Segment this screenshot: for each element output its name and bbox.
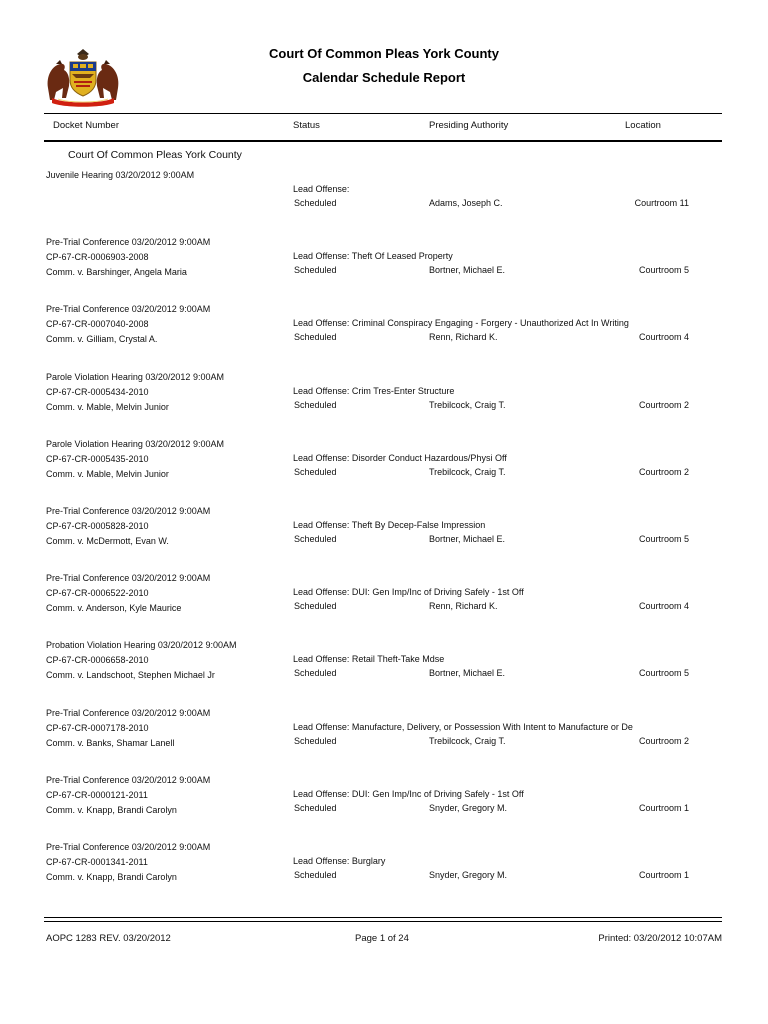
entry-event: Pre-Trial Conference 03/20/2012 9:00AM — [46, 573, 211, 584]
entry-authority: Bortner, Michael E. — [429, 668, 506, 679]
entry-authority: Trebilcock, Craig T. — [429, 735, 506, 746]
entry-docket: CP-67-CR-0005435-2010 — [46, 453, 149, 464]
footer-page-number: Page 1 of 24 — [355, 933, 409, 944]
entry-event: Parole Violation Hearing 03/20/2012 9:00AM — [46, 371, 224, 382]
entry-caption: Comm. v. Barshinger, Angela Maria — [46, 267, 187, 278]
entry-caption: Comm. v. Landschoot, Stephen Michael Jr — [46, 670, 215, 681]
entry-location: Courtroom 5 — [638, 534, 689, 544]
court-title: Court Of Common Pleas York County — [269, 46, 499, 61]
footer-rule-1 — [44, 917, 722, 918]
entry-offense: Lead Offense: Theft Of Leased Property — [293, 251, 453, 262]
entry-status: Scheduled — [294, 534, 337, 544]
entry-offense: Lead Offense: Retail Theft-Take Mdse — [293, 654, 445, 665]
entry-authority: Renn, Richard K. — [429, 601, 498, 612]
entry-location: Courtroom 5 — [638, 668, 689, 679]
entry-status: Scheduled — [294, 601, 337, 612]
entry-docket: CP-67-CR-0001341-2011 — [46, 857, 148, 867]
entry-status: Scheduled — [294, 802, 337, 813]
entry-caption: Comm. v. McDermott, Evan W. — [46, 536, 169, 546]
entry-authority: Trebilcock, Craig T. — [429, 466, 506, 477]
entry-offense: Lead Offense: DUI: Gen Imp/Inc of Driving Safely - 1st Off — [293, 788, 524, 799]
entry-docket: CP-67-CR-0006522-2010 — [46, 588, 149, 599]
col-header-location: Location — [625, 120, 661, 131]
entry-location: Courtroom 1 — [638, 870, 689, 880]
entry-authority: Bortner, Michael E. — [429, 265, 506, 276]
entry-event: Pre-Trial Conference 03/20/2012 9:00AM — [46, 237, 211, 248]
entry-offense: Lead Offense: Manufacture, Delivery, or Possession With Intent to Manufacture or De — [293, 721, 633, 732]
footer-printed-timestamp: Printed: 03/20/2012 10:07AM — [598, 933, 722, 944]
col-header-status: Status — [293, 120, 320, 131]
entry-event: Juvenile Hearing 03/20/2012 9:00AM — [46, 170, 195, 180]
entry-event: Pre-Trial Conference 03/20/2012 9:00AM — [46, 304, 211, 315]
entry-authority: Renn, Richard K. — [429, 332, 498, 343]
entry-location: Courtroom 5 — [638, 265, 689, 276]
entry-status: Scheduled — [294, 870, 337, 880]
entry-status: Scheduled — [294, 399, 337, 410]
footer-form-id: AOPC 1283 REV. 03/20/2012 — [46, 933, 171, 944]
entry-event: Parole Violation Hearing 03/20/2012 9:00AM — [46, 438, 224, 449]
entry-status: Scheduled — [294, 332, 337, 343]
entry-status: Scheduled — [294, 735, 337, 746]
entry-location: Courtroom 4 — [638, 332, 689, 343]
entry-docket: CP-67-CR-0005828-2010 — [46, 521, 149, 531]
entry-caption: Comm. v. Banks, Shamar Lanell — [46, 737, 175, 748]
entry-location: Courtroom 2 — [638, 466, 689, 477]
entry-caption: Comm. v. Knapp, Brandi Carolyn — [46, 804, 177, 815]
entry-caption: Comm. v. Gilliam, Crystal A. — [46, 334, 158, 345]
entry-docket: CP-67-CR-0007178-2010 — [46, 722, 149, 733]
entry-docket: CP-67-CR-0007040-2008 — [46, 319, 149, 330]
entry-docket: CP-67-CR-0000121-2011 — [46, 789, 148, 800]
entry-location: Courtroom 2 — [638, 399, 689, 410]
footer-rule-2 — [44, 921, 722, 922]
entry-status: Scheduled — [294, 198, 337, 208]
entry-caption: Comm. v. Knapp, Brandi Carolyn — [46, 872, 177, 882]
entry-location: Courtroom 11 — [634, 198, 689, 208]
entry-status: Scheduled — [294, 668, 337, 679]
entry-event: Pre-Trial Conference 03/20/2012 9:00AM — [46, 842, 211, 852]
entry-docket: CP-67-CR-0006903-2008 — [46, 252, 149, 263]
entry-location: Courtroom 2 — [638, 735, 689, 746]
entry-caption: Comm. v. Anderson, Kyle Maurice — [46, 603, 182, 614]
entry-status: Scheduled — [294, 265, 337, 276]
entry-status: Scheduled — [294, 466, 337, 477]
entry-authority: Snyder, Gregory M. — [429, 870, 508, 880]
entry-authority: Bortner, Michael E. — [429, 534, 506, 544]
entry-offense: Lead Offense: Crim Tres-Enter Structure — [293, 385, 455, 396]
entry-offense: Lead Offense: Burglary — [293, 856, 386, 866]
entry-authority: Trebilcock, Craig T. — [429, 399, 506, 410]
entry-offense: Lead Offense: Theft By Decep-False Impression — [293, 520, 486, 530]
entry-authority: Snyder, Gregory M. — [429, 802, 508, 813]
entry-location: Courtroom 4 — [638, 601, 689, 612]
entry-offense: Lead Offense: — [293, 184, 350, 194]
entry-caption: Comm. v. Mable, Melvin Junior — [46, 401, 169, 412]
report-title: Calendar Schedule Report — [302, 70, 466, 85]
entry-event: Pre-Trial Conference 03/20/2012 9:00AM — [46, 506, 211, 516]
entry-event: Probation Violation Hearing 03/20/2012 9:00AM — [46, 640, 237, 651]
entry-event: Pre-Trial Conference 03/20/2012 9:00AM — [46, 707, 211, 718]
entry-offense: Lead Offense: Disorder Conduct Hazardous/Physi Off — [293, 452, 507, 463]
entry-event: Pre-Trial Conference 03/20/2012 9:00AM — [46, 774, 211, 785]
entry-docket: CP-67-CR-0006658-2010 — [46, 655, 149, 666]
entry-caption: Comm. v. Mable, Melvin Junior — [46, 468, 169, 479]
entry-docket: CP-67-CR-0005434-2010 — [46, 386, 149, 397]
court-section-heading: Court Of Common Pleas York County — [68, 149, 242, 161]
entry-location: Courtroom 1 — [638, 802, 689, 813]
header-top-rule — [44, 113, 722, 114]
entry-authority: Adams, Joseph C. — [429, 198, 503, 208]
col-header-authority: Presiding Authority — [429, 120, 509, 131]
entry-offense: Lead Offense: DUI: Gen Imp/Inc of Driving Safely - 1st Off — [293, 587, 524, 598]
header-bottom-rule — [44, 140, 722, 142]
col-header-docket: Docket Number — [53, 120, 119, 131]
entry-offense: Lead Offense: Criminal Conspiracy Engaging - Forgery - Unauthorized Act In Writing — [293, 318, 629, 329]
